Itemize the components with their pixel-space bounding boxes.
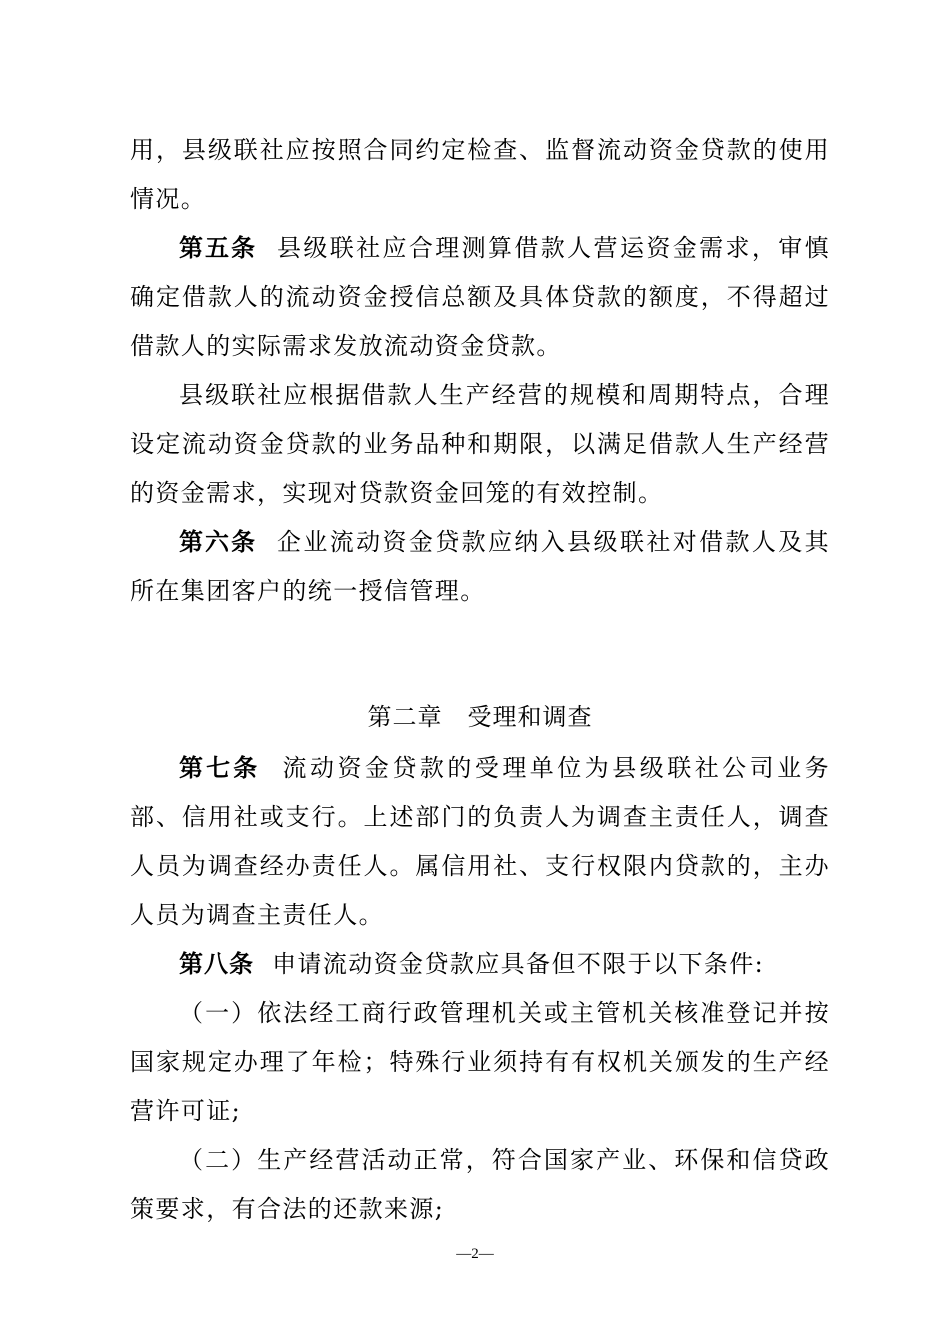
article-label: 第七条 xyxy=(179,754,261,782)
paragraph-text: 申请流动资金贷款应具备但不限于以下条件: xyxy=(272,950,765,978)
paragraph xyxy=(130,989,830,1136)
article-label: 第五条 xyxy=(179,234,257,262)
paragraph xyxy=(130,1136,830,1234)
document-body xyxy=(130,126,830,1234)
paragraph xyxy=(130,126,830,224)
article-label: 第六条 xyxy=(179,528,257,556)
paragraph xyxy=(130,518,830,616)
paragraph-text: 县级联社应根据借款人生产经营的规模和周期特点，合理设定流动资金贷款的业务品种和期限，以满足借款人生产经营的资金需求，实现对贷款资金回笼的有效控制。 xyxy=(130,381,830,507)
paragraph-text: （二）生产经营活动正常，符合国家产业、环保和信贷政策要求，有合法的还款来源; xyxy=(130,1146,830,1223)
paragraph xyxy=(130,940,830,989)
bottom-paragraphs xyxy=(130,744,830,1234)
article-label: 第八条 xyxy=(179,950,254,978)
chapter-heading: 第二章 受理和调查 xyxy=(367,703,593,731)
paragraph-text: 企业流动资金贷款应纳入县级联社对借款人及其所在集团客户的统一授信管理。 xyxy=(130,528,831,605)
paragraph xyxy=(130,224,830,371)
page-number: —2— xyxy=(456,1246,494,1262)
paragraph xyxy=(130,371,830,518)
paragraph-text: 流动资金贷款的受理单位为县级联社公司业务部、信用社或支行。上述部门的负责人为调查主责任人，调查人员为调查经办责任人。属信用社、支行权限内贷款的，主办人员为调查主责任人。 xyxy=(130,754,831,929)
paragraph xyxy=(130,744,830,940)
top-paragraphs xyxy=(130,126,830,616)
paragraph-text: 县级联社应合理测算借款人营运资金需求，审慎确定借款人的流动资金授信总额及具体贷款的额度，不得超过借款人的实际需求发放流动资金贷款。 xyxy=(130,234,831,360)
paragraph-text: （一）依法经工商行政管理机关或主管机关核准登记并按国家规定办理了年检；特殊行业须持有有权机关颁发的生产经营许可证; xyxy=(130,999,830,1125)
paragraph-text: 用，县级联社应按照合同约定检查、监督流动资金贷款的使用情况。 xyxy=(130,136,830,213)
